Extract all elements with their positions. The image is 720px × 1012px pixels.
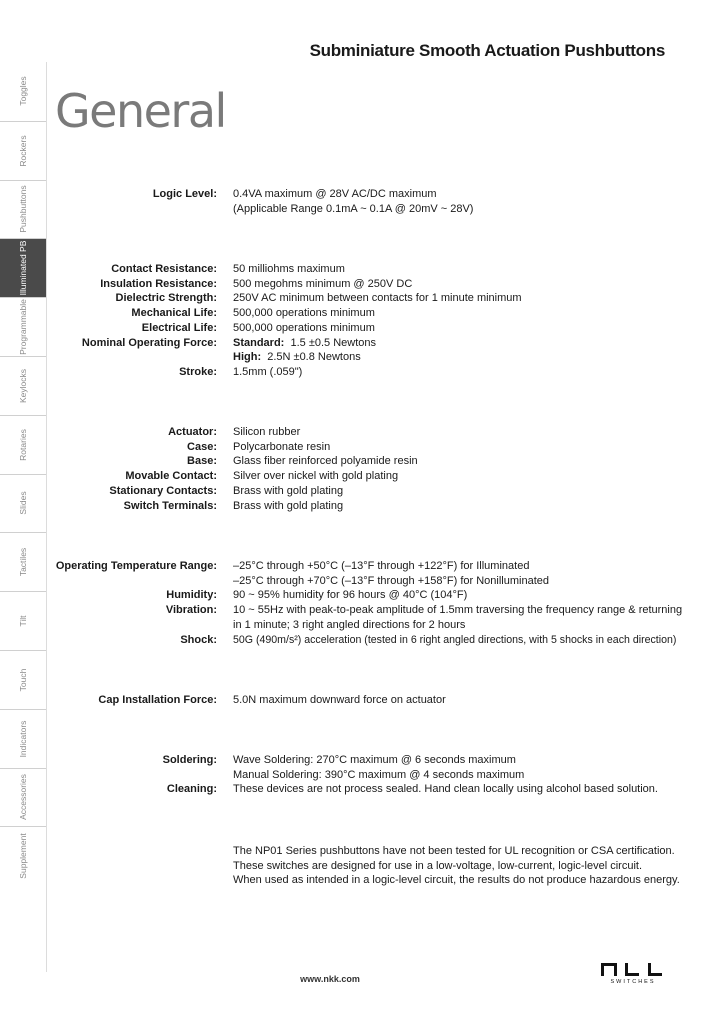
spec-label: Case: xyxy=(187,440,217,453)
spec-line: –25°C through +70°C (–13°F through +158°F) for Nonilluminated xyxy=(233,574,549,587)
spec-label: Switch Terminals: xyxy=(123,499,217,512)
spec-value: These devices are not process sealed. Hand clean locally using alcohol based solution. xyxy=(233,783,658,796)
tab-label: Accessories xyxy=(18,774,28,821)
spec-label: Contact Resistance: xyxy=(111,263,217,275)
spec-value: 90 ~ 95% humidity for 96 hours @ 40°C (104°F) xyxy=(233,589,468,602)
spec-line: 0.4VA maximum @ 28V AC/DC maximum xyxy=(233,188,437,200)
spec-label: Cap Installation Force: xyxy=(98,694,217,706)
tab-label: Touch xyxy=(18,668,28,692)
tab-label: Tilt xyxy=(18,615,28,627)
spec-label: Base: xyxy=(187,455,217,468)
spec-value: 250V AC minimum between contacts for 1 minute minimum xyxy=(233,292,522,305)
tab-accessories[interactable] xyxy=(0,768,46,827)
spec-label: Actuator: xyxy=(168,426,217,438)
tab-label: Keylocks xyxy=(18,368,28,403)
sidebar-tabs xyxy=(0,62,46,885)
note-line: When used as intended in a logic-level circuit, the results do not produce hazardous energy. xyxy=(233,874,680,887)
force-standard-label: Standard: xyxy=(233,336,285,349)
spec-value: 1.5mm (.059") xyxy=(233,365,303,378)
spec-label: Logic Level: xyxy=(152,188,217,200)
spec-value xyxy=(233,336,693,365)
tab-label: Indicators xyxy=(18,720,28,758)
tab-keylocks[interactable] xyxy=(0,356,46,415)
spec-label: Humidity: xyxy=(166,589,217,602)
tab-label: Pushbuttons xyxy=(18,185,28,234)
tab-label: Supplement xyxy=(18,833,28,879)
tab-pushbuttons[interactable] xyxy=(0,180,46,239)
page-title: Subminiature Smooth Actuation Pushbuttons xyxy=(309,41,665,60)
spec-line xyxy=(233,336,693,351)
spec-line: in 1 minute; 3 right angled directions for 2 hours xyxy=(233,618,466,631)
logo-subtext: SWITCHES xyxy=(610,979,656,984)
spec-value: Brass with gold plating xyxy=(233,499,344,512)
spec-label: Operating Temperature Range: xyxy=(55,560,217,572)
spec-label: Cleaning: xyxy=(166,783,217,796)
tab-rockers[interactable] xyxy=(0,121,46,180)
tab-toggles[interactable] xyxy=(0,62,46,121)
tab-label: Rockers xyxy=(18,135,28,167)
spec-label: Stationary Contacts: xyxy=(109,484,217,497)
tab-label: Tactiles xyxy=(18,548,28,577)
tab-illuminated-pb[interactable] xyxy=(0,238,46,297)
tab-supplement[interactable] xyxy=(0,826,46,885)
certification-note xyxy=(233,844,680,888)
spec-label: Soldering: xyxy=(162,754,217,766)
spec-label: Stroke: xyxy=(179,365,217,378)
tab-programmable[interactable] xyxy=(0,297,46,356)
spec-value xyxy=(233,187,693,216)
spec-value xyxy=(233,603,693,632)
spec-label: Nominal Operating Force: xyxy=(81,336,217,349)
tab-tilt[interactable] xyxy=(0,591,46,650)
spec-value: Silicon rubber xyxy=(233,426,301,438)
spec-line: 10 ~ 55Hz with peak-to-peak amplitude of 1.5mm traversing the frequency range & returning xyxy=(233,604,683,617)
spec-value: Glass fiber reinforced polyamide resin xyxy=(233,455,418,468)
spec-value: Brass with gold plating xyxy=(233,484,344,497)
tab-tactiles[interactable] xyxy=(0,532,46,591)
spec-value: Silver over nickel with gold plating xyxy=(233,470,399,483)
spec-value: 50G (490m/s²) acceleration (tested in 6 right angled directions, with 5 shocks in each direction) xyxy=(233,633,677,646)
spec-value: 50 milliohms maximum xyxy=(233,263,345,275)
sidebar-divider xyxy=(46,62,47,972)
spec-line: –25°C through +50°C (–13°F through +122°F) for Illuminated xyxy=(233,560,530,572)
force-high-label: High: xyxy=(233,351,262,364)
spec-line xyxy=(233,350,693,365)
spec-line: Wave Soldering: 270°C maximum @ 6 seconds maximum xyxy=(233,754,516,766)
tab-label: Rotaries xyxy=(18,428,28,461)
nkk-logo-icon xyxy=(600,962,666,984)
force-standard-value: 1.5 ±0.5 Newtons xyxy=(290,336,376,349)
note-line: These switches are designed for use in a low-voltage, low-current, logic-level circuit. xyxy=(233,859,643,872)
spec-line: (Applicable Range 0.1mA ~ 0.1A @ 20mV ~ 28V) xyxy=(233,202,474,215)
spec-value: Polycarbonate resin xyxy=(233,440,331,453)
tab-touch[interactable] xyxy=(0,650,46,709)
tab-label: Illuminated PB xyxy=(18,240,28,296)
tab-slides[interactable] xyxy=(0,474,46,533)
spec-value: 500,000 operations minimum xyxy=(233,321,375,334)
tab-label: Slides xyxy=(18,491,28,516)
tab-label: Toggles xyxy=(18,76,28,107)
spec-label: Shock: xyxy=(180,633,217,646)
spec-line: Manual Soldering: 390°C maximum @ 4 seconds maximum xyxy=(233,768,525,781)
spec-label: Movable Contact: xyxy=(125,470,217,483)
note-line: The NP01 Series pushbuttons have not been tested for UL recognition or CSA certification. xyxy=(233,845,675,857)
tab-label: Programmable xyxy=(18,299,28,355)
force-high-value: 2.5N ±0.8 Newtons xyxy=(267,351,361,364)
tab-rotaries[interactable] xyxy=(0,415,46,474)
spec-label: Electrical Life: xyxy=(141,321,217,334)
spec-value: 500 megohms minimum @ 250V DC xyxy=(233,277,413,290)
nkk-logo xyxy=(600,962,666,989)
spec-value: 500,000 operations minimum xyxy=(233,307,375,320)
spec-label: Insulation Resistance: xyxy=(100,277,217,290)
spec-label: Vibration: xyxy=(165,604,217,617)
spec-value: 5.0N maximum downward force on actuator xyxy=(233,694,446,706)
footer-url[interactable]: www.nkk.com xyxy=(300,974,360,984)
spec-value xyxy=(233,753,693,782)
tab-indicators[interactable] xyxy=(0,709,46,768)
spec-value xyxy=(233,559,693,588)
spec-label: Mechanical Life: xyxy=(131,307,217,320)
section-heading: General xyxy=(55,84,226,138)
spec-label: Dielectric Strength: xyxy=(115,292,217,305)
